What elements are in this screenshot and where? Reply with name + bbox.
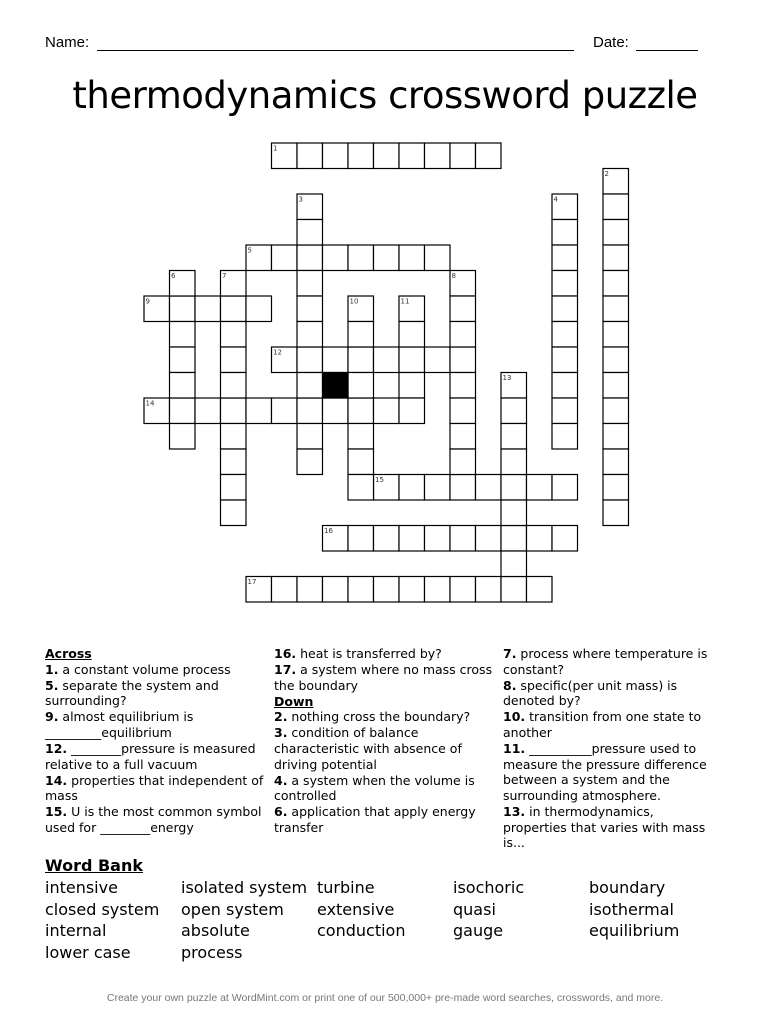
grid-cell	[297, 424, 323, 450]
across-clue	[45, 804, 265, 835]
clue-text: separate the system and surrounding?	[45, 677, 219, 709]
grid-cell	[348, 322, 374, 348]
across-clue	[45, 709, 265, 740]
date-label: Date:	[593, 34, 629, 51]
down-clue	[503, 709, 718, 740]
grid-clue-number: 8	[451, 272, 456, 280]
grid-cell	[552, 322, 578, 348]
grid-clue-number: 4	[553, 195, 558, 204]
clue-number: 15.	[45, 804, 68, 820]
grid-cell	[552, 475, 578, 501]
grid-cell	[399, 526, 425, 552]
grid-cell	[323, 143, 349, 169]
grid-cell	[603, 220, 629, 246]
grid-cell	[425, 577, 451, 603]
clue-number: 5.	[45, 677, 59, 693]
grid-cell	[170, 347, 196, 373]
grid-cell	[603, 245, 629, 271]
down-clue	[503, 678, 718, 709]
word-bank-word: absolute	[181, 921, 250, 940]
grid-cell	[476, 475, 502, 501]
grid-cell	[297, 143, 323, 169]
grid-cell	[323, 347, 349, 373]
grid-cell	[552, 296, 578, 322]
grid-cell	[603, 475, 629, 501]
grid-cell	[552, 373, 578, 399]
clue-text: U is the most common symbol used for ________energy	[45, 804, 262, 836]
grid-cell	[297, 322, 323, 348]
grid-cell	[399, 475, 425, 501]
across-clue	[274, 662, 494, 693]
grid-clue-number: 10	[349, 297, 359, 306]
grid-cell	[450, 143, 476, 169]
grid-cell	[501, 398, 527, 424]
grid-cell	[374, 398, 400, 424]
down-clue	[274, 725, 494, 772]
word-bank-word: process	[181, 943, 243, 962]
down-heading: Down	[274, 693, 314, 709]
grid-cell	[476, 526, 502, 552]
grid-cell	[170, 296, 196, 322]
grid-cell	[425, 475, 451, 501]
grid-cell	[323, 398, 349, 424]
grid-cell	[374, 245, 400, 271]
clue-text: __________pressure used to measure the pressure difference between a system and the surrounding atmosphere.	[503, 741, 707, 803]
clue-number: 4.	[274, 772, 288, 788]
word-bank-word: gauge	[453, 921, 504, 940]
grid-cell	[450, 449, 476, 475]
grid-cell	[501, 424, 527, 450]
grid-cell	[450, 577, 476, 603]
grid-cell	[399, 143, 425, 169]
grid-clue-number: 15	[375, 476, 384, 484]
grid-cell	[399, 398, 425, 424]
grid-clue-number: 14	[145, 399, 155, 408]
grid-cell	[527, 526, 553, 552]
grid-cell	[552, 398, 578, 424]
grid-cell	[603, 500, 629, 526]
word-bank-word: quasi	[453, 900, 496, 919]
grid-cell	[272, 398, 298, 424]
word-bank-word: internal	[45, 921, 107, 940]
clue-number: 11.	[503, 741, 526, 757]
grid-cell	[399, 373, 425, 399]
grid-cell	[374, 577, 400, 603]
grid-cell	[552, 347, 578, 373]
grid-cell	[527, 577, 553, 603]
grid-cell	[170, 373, 196, 399]
grid-cell	[450, 475, 476, 501]
grid-cell	[348, 526, 374, 552]
word-bank-word: open system	[181, 900, 284, 919]
grid-cell	[221, 296, 247, 322]
grid-clue-number: 6	[171, 272, 176, 280]
grid-cell	[348, 475, 374, 501]
grid-cell	[297, 373, 323, 399]
grid-clue-number: 2	[604, 170, 609, 178]
grid-cell	[603, 271, 629, 297]
grid-cell	[221, 475, 247, 501]
page-title: thermodynamics crossword puzzle	[72, 74, 698, 117]
clue-number: 13.	[503, 803, 526, 819]
grid-cell	[348, 347, 374, 373]
grid-cell	[374, 526, 400, 552]
word-bank-word: intensive	[45, 878, 118, 897]
word-bank-word: boundary	[589, 878, 666, 897]
clue-text: condition of balance characteristic with absence of driving potential	[274, 725, 462, 772]
grid-cell	[603, 322, 629, 348]
grid-cell	[195, 398, 221, 424]
clue-text: in thermodynamics, properties that varies with mass is...	[503, 803, 706, 851]
grid-cell	[501, 551, 527, 577]
grid-cell	[425, 143, 451, 169]
across-clue	[274, 646, 494, 662]
grid-cell	[501, 500, 527, 526]
clue-number: 16.	[274, 646, 297, 661]
grid-cell	[450, 296, 476, 322]
clue-number: 6.	[274, 804, 288, 820]
clue-number: 14.	[45, 772, 68, 788]
word-bank-word: isothermal	[589, 900, 674, 919]
grid-cell	[425, 347, 451, 373]
clue-text: transition from one state to another	[503, 709, 702, 740]
word-bank-word: closed system	[45, 900, 160, 919]
grid-cell	[221, 398, 247, 424]
clue-text: almost equilibrium is _________equilibrium	[45, 709, 194, 740]
grid-clue-number: 12	[273, 348, 282, 357]
clue-text: application that apply energy transfer	[274, 804, 476, 836]
grid-cell	[527, 475, 553, 501]
grid-cell	[476, 577, 502, 603]
word-bank-word: conduction	[317, 921, 406, 940]
clue-number: 12.	[45, 741, 68, 757]
grid-cell	[348, 449, 374, 475]
grid-cell	[348, 398, 374, 424]
word-bank-word: turbine	[317, 878, 375, 897]
grid-cell	[450, 322, 476, 348]
grid-clue-number: 17	[247, 578, 257, 586]
grid-cell	[297, 347, 323, 373]
grid-cell	[476, 143, 502, 169]
grid-cell	[552, 220, 578, 246]
grid-cell	[297, 296, 323, 322]
grid-cell	[603, 296, 629, 322]
grid-cell	[450, 424, 476, 450]
grid-cell	[348, 373, 374, 399]
grid-cell	[603, 194, 629, 220]
clue-number: 17.	[274, 662, 297, 678]
footer-note: Create your own puzzle at WordMint.com or print one of our 500,000+ pre-made word searches, crosswords, and more.	[106, 992, 664, 1004]
clue-text: heat is transferred by?	[296, 646, 442, 661]
grid-cell	[552, 245, 578, 271]
clues-column-1	[45, 646, 265, 836]
grid-cell	[348, 424, 374, 450]
clue-text: process where temperature is constant?	[503, 646, 708, 677]
grid-cell	[297, 220, 323, 246]
across-clue	[45, 678, 265, 709]
grid-cell	[603, 424, 629, 450]
word-bank-title: Word Bank	[45, 856, 144, 875]
down-clue	[503, 741, 718, 803]
clue-text: specific(per unit mass) is denoted by?	[503, 677, 678, 709]
clue-text: ________pressure is measured relative to a full vacuum	[45, 741, 256, 772]
down-clue	[274, 773, 494, 804]
grid-cell	[552, 271, 578, 297]
grid-cell	[399, 577, 425, 603]
grid-clue-number: 11	[400, 297, 410, 306]
grid-cell	[246, 398, 272, 424]
grid-cell	[501, 577, 527, 603]
grid-black-cell	[323, 373, 349, 399]
clue-number: 1.	[45, 661, 59, 677]
grid-cell	[603, 398, 629, 424]
grid-cell	[297, 398, 323, 424]
grid-cell	[450, 398, 476, 424]
clues-column-3	[503, 646, 718, 851]
clue-number: 3.	[274, 725, 288, 741]
clue-text: a constant volume process	[58, 661, 231, 677]
grid-cell	[221, 424, 247, 450]
grid-cell	[425, 245, 451, 271]
grid-cell	[603, 373, 629, 399]
grid-cell	[501, 475, 527, 501]
down-clue	[274, 709, 494, 725]
grid-cell	[450, 526, 476, 552]
grid-clue-number: 3	[298, 195, 303, 204]
across-clue	[45, 662, 265, 678]
grid-cell	[297, 245, 323, 271]
grid-cell	[195, 296, 221, 322]
grid-cell	[501, 526, 527, 552]
grid-cell	[323, 245, 349, 271]
word-bank-word: extensive	[317, 900, 395, 919]
clue-text: nothing cross the boundary?	[287, 709, 471, 725]
grid-cell	[221, 347, 247, 373]
clue-number: 8.	[503, 677, 517, 693]
across-clue	[45, 773, 265, 804]
clues-column-2	[274, 646, 494, 836]
grid-cell	[603, 449, 629, 475]
clue-number: 9.	[45, 709, 59, 725]
down-clue	[503, 646, 718, 677]
grid-clue-number: 16	[324, 527, 333, 535]
across-clue	[45, 741, 265, 772]
across-heading: Across	[45, 646, 92, 661]
grid-cell	[348, 245, 374, 271]
grid-cell	[348, 143, 374, 169]
grid-cell	[221, 449, 247, 475]
grid-cell	[272, 245, 298, 271]
word-bank-word: lower case	[45, 943, 131, 962]
grid-cell	[399, 322, 425, 348]
grid-cell	[450, 373, 476, 399]
grid-cell	[323, 577, 349, 603]
grid-cell	[297, 271, 323, 297]
grid-cell	[399, 245, 425, 271]
clue-number: 10.	[503, 709, 526, 725]
grid-cell	[221, 500, 247, 526]
grid-clue-number: 7	[222, 272, 227, 280]
down-clue	[274, 804, 494, 835]
word-bank-word: isolated system	[181, 878, 308, 897]
grid-cell	[552, 424, 578, 450]
grid-cell	[297, 577, 323, 603]
clue-text: a system when the volume is controlled	[274, 772, 475, 804]
grid-clue-number: 9	[145, 297, 150, 306]
grid-cell	[399, 347, 425, 373]
clue-text: properties that independent of mass	[45, 772, 264, 804]
grid-cell	[221, 373, 247, 399]
grid-cell	[603, 347, 629, 373]
grid-clue-number: 13	[502, 374, 512, 382]
clue-text: a system where no mass cross the boundary	[274, 662, 493, 693]
word-bank-word: isochoric	[453, 878, 525, 897]
clue-number: 7.	[503, 646, 517, 661]
clue-number: 2.	[274, 709, 288, 725]
down-clue	[503, 804, 718, 851]
word-bank-word: equilibrium	[589, 921, 680, 940]
grid-cell	[348, 577, 374, 603]
grid-cell	[272, 577, 298, 603]
grid-cell	[374, 143, 400, 169]
grid-cell	[221, 322, 247, 348]
grid-cell	[552, 526, 578, 552]
grid-clue-number: 1	[273, 144, 278, 153]
grid-cell	[170, 398, 196, 424]
grid-cell	[297, 449, 323, 475]
grid-cell	[170, 322, 196, 348]
grid-cell	[450, 347, 476, 373]
grid-clue-number: 5	[247, 246, 252, 255]
grid-cell	[425, 526, 451, 552]
name-label: Name:	[45, 34, 90, 51]
grid-cell	[246, 296, 272, 322]
grid-cell	[374, 347, 400, 373]
grid-cell	[501, 449, 527, 475]
grid-cell	[170, 424, 196, 450]
